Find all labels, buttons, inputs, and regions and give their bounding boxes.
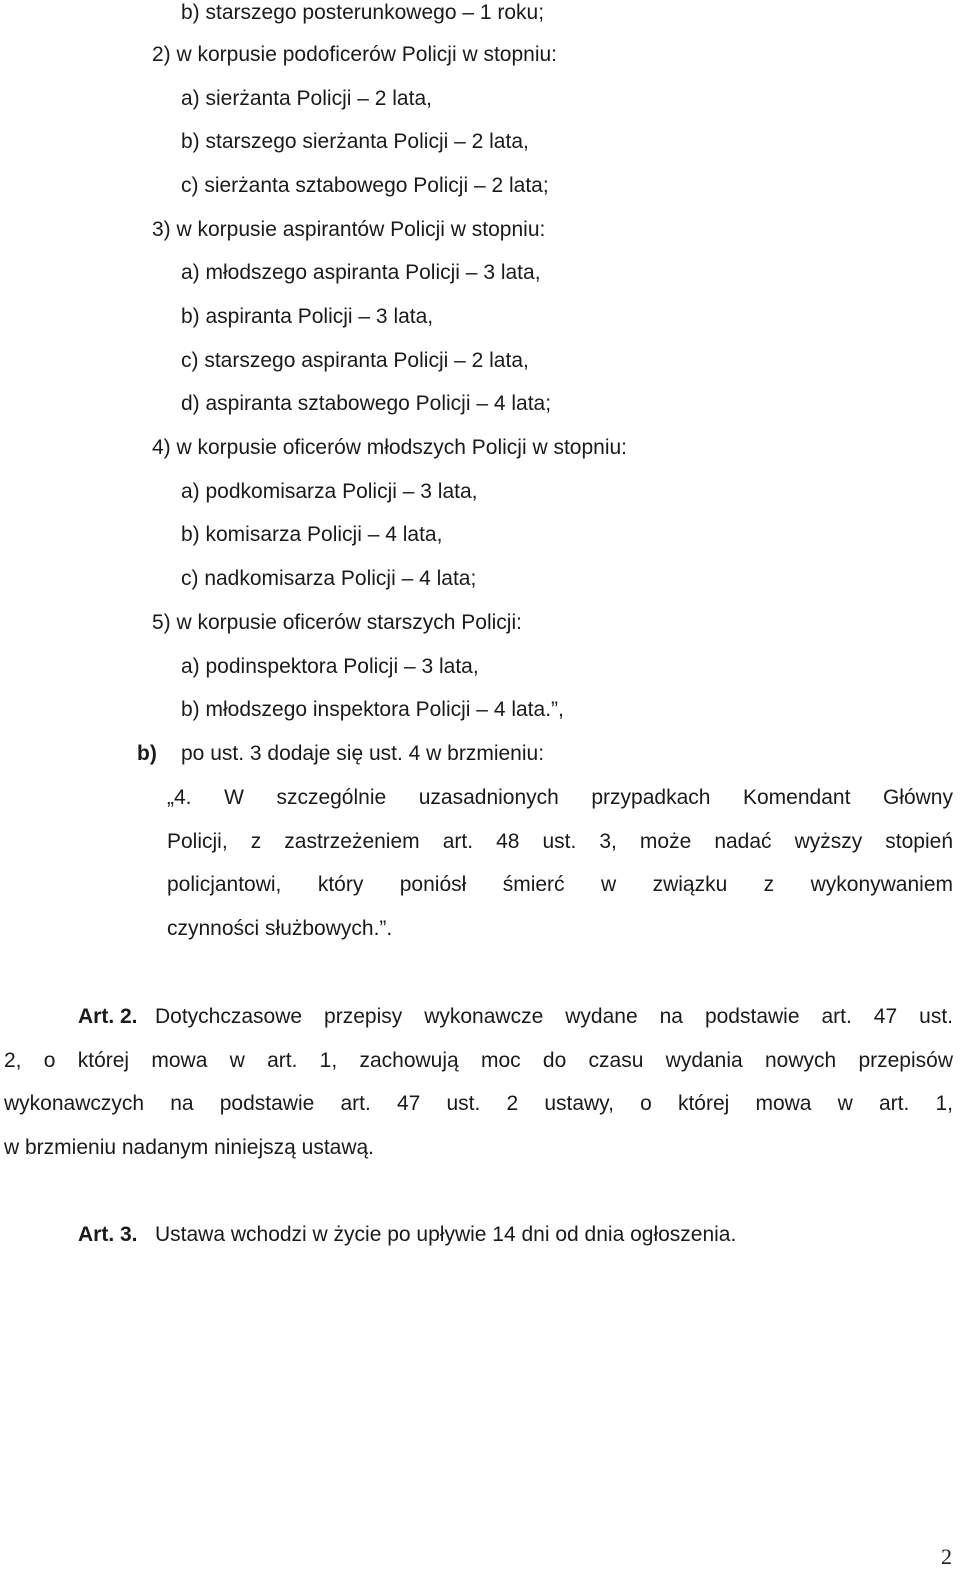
list-item: b) młodszego inspektora Policji – 4 lata.”, <box>181 698 564 721</box>
list-item: a) sierżanta Policji – 2 lata, <box>181 87 432 110</box>
list-item: 3) w korpusie aspirantów Policji w stopniu: <box>152 218 546 241</box>
ust4-line: Policji, z zastrzeżeniem art. 48 ust. 3, może nadać wyższy stopień <box>167 830 953 853</box>
list-item: 5) w korpusie oficerów starszych Policji: <box>152 611 522 634</box>
list-item: 4) w korpusie oficerów młodszych Policji w stopniu: <box>152 436 628 459</box>
list-item: d) aspiranta sztabowego Policji – 4 lata; <box>181 392 552 415</box>
list-item: b) starszego sierżanta Policji – 2 lata, <box>181 130 529 153</box>
page-number: 2 <box>941 1544 952 1569</box>
art3-text: Ustawa wchodzi w życie po upływie 14 dni od dnia ogłoszenia. <box>155 1223 737 1246</box>
point-b-label: b) <box>137 742 157 765</box>
list-item: a) podinspektora Policji – 3 lata, <box>181 655 479 678</box>
art2-first-line: Dotychczasowe przepisy wykonawcze wydane na podstawie art. 47 ust. <box>155 1005 953 1028</box>
ust4-line: czynności służbowych.”. <box>167 917 393 940</box>
art2-line: wykonawczych na podstawie art. 47 ust. 2 ustawy, o której mowa w art. 1, <box>4 1092 953 1115</box>
art2-label: Art. 2. <box>78 1005 138 1028</box>
list-item: c) sierżanta sztabowego Policji – 2 lata; <box>181 174 549 197</box>
list-item: a) podkomisarza Policji – 3 lata, <box>181 480 478 503</box>
ust4-line: policjantowi, który poniósł śmierć w związku z wykonywaniem <box>167 873 953 896</box>
list-item: c) starszego aspiranta Policji – 2 lata, <box>181 349 529 372</box>
list-item: 2) w korpusie podoficerów Policji w stopniu: <box>152 43 558 66</box>
ust4-line: „4. W szczególnie uzasadnionych przypadkach Komendant Główny <box>167 786 953 809</box>
list-item: b) aspiranta Policji – 3 lata, <box>181 305 434 328</box>
art3-label: Art. 3. <box>78 1223 138 1246</box>
point-b-text: po ust. 3 dodaje się ust. 4 w brzmieniu: <box>181 742 545 765</box>
list-item: b) starszego posterunkowego – 1 roku; <box>181 1 545 24</box>
list-item: c) nadkomisarza Policji – 4 lata; <box>181 567 477 590</box>
art2-line: w brzmieniu nadanym niniejszą ustawą. <box>4 1136 375 1159</box>
list-item: a) młodszego aspiranta Policji – 3 lata, <box>181 261 541 284</box>
art2-line: 2, o której mowa w art. 1, zachowują moc do czasu wydania nowych przepisów <box>4 1049 953 1072</box>
list-item: b) komisarza Policji – 4 lata, <box>181 523 443 546</box>
